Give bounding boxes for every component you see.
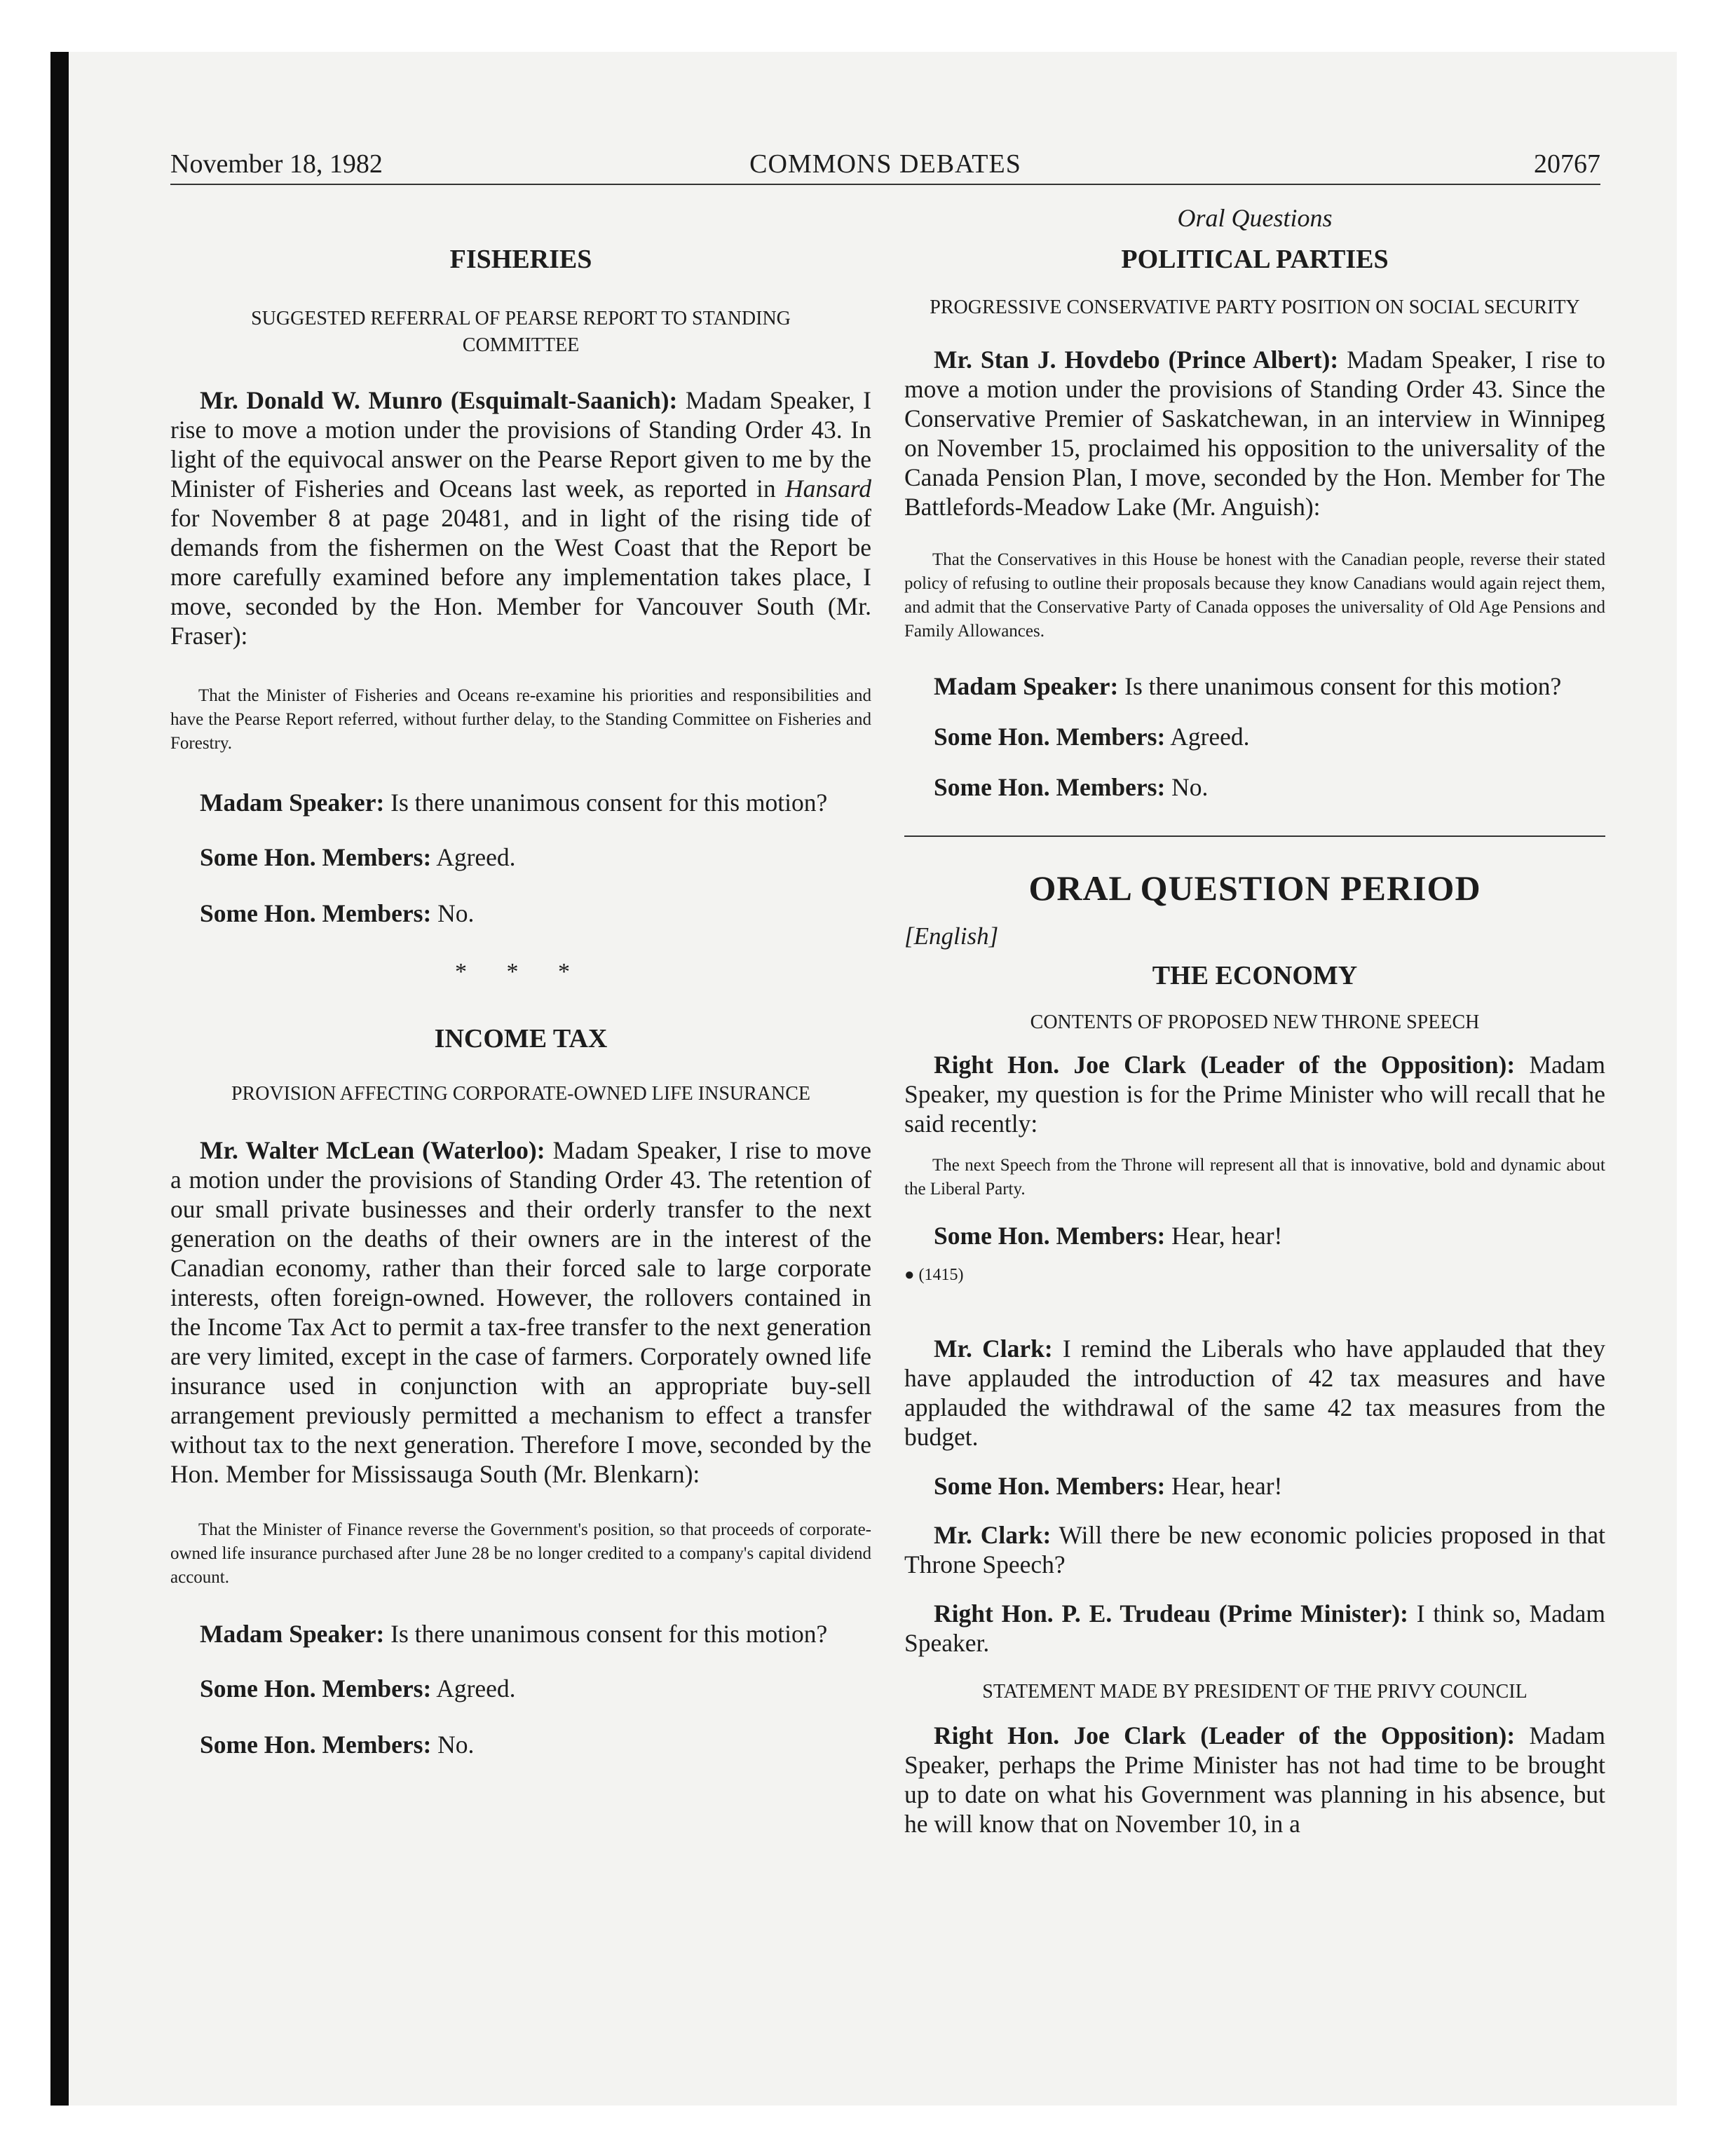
page-header xyxy=(170,149,1600,185)
header-page-number: 20767 xyxy=(1534,149,1600,179)
subject-heading: POLITICAL PARTIES xyxy=(1121,245,1389,274)
speech-paragraph xyxy=(904,1721,1605,1838)
motion-text: That the Minister of Finance reverse the Government's position, so that proceeds of corporate-owned life insurance purchased after June 28 be no longer credited to a company's capital dividend account. xyxy=(170,1520,871,1587)
speaker-name: Some Hon. Members: xyxy=(934,1222,1166,1250)
speaker-name: Some Hon. Members: xyxy=(934,1472,1166,1500)
speech-text: I think so, Madam Speaker. xyxy=(904,1599,1605,1657)
bullet-icon: ● xyxy=(904,1266,915,1284)
right-column xyxy=(904,196,1605,1838)
time-marker-text: (1415) xyxy=(918,1266,964,1284)
speaker-name: Mr. Donald W. Munro (Esquimalt-Saanich): xyxy=(200,386,678,414)
speaker-name: Mr. Walter McLean (Waterloo): xyxy=(200,1136,545,1164)
speech-paragraph xyxy=(904,772,1605,802)
speech-paragraph xyxy=(904,345,1605,521)
speech-paragraph xyxy=(904,1221,1605,1250)
speech-text: Madam Speaker, I rise to move a motion under the provisions of Standing Order 43. Since the Conservative Premier of Saskatchewan, in an interview in Winnipeg on November 15, proclaimed his opposition to the universality of the Canada Pension Plan, I move, seconded by the Hon. Member for The Battlefords-Meadow Lake (Mr. Anguish): xyxy=(904,346,1605,521)
speech-paragraph xyxy=(904,1599,1605,1658)
speaker-name: Some Hon. Members: xyxy=(200,843,432,871)
section-separator: * * * xyxy=(455,959,587,985)
speech-paragraph xyxy=(170,788,871,817)
speech-text: Agreed. xyxy=(431,1674,516,1703)
quote-text: The next Speech from the Throne will represent all that is innovative, bold and dynamic about the Liberal Party. xyxy=(904,1156,1605,1199)
subject-subheading: SUGGESTED REFERRAL OF PEARSE REPORT TO STANDING COMMITTEE xyxy=(251,308,791,356)
speaker-name: Right Hon. P. E. Trudeau (Prime Minister): xyxy=(934,1599,1408,1628)
subject-heading: INCOME TAX xyxy=(434,1024,608,1053)
speech-paragraph xyxy=(170,1674,871,1703)
speech-paragraph xyxy=(904,671,1605,701)
speech-text: Is there unanimous consent for this motion? xyxy=(384,789,828,817)
speaker-name: Madam Speaker: xyxy=(934,672,1119,700)
speaker-name: Some Hon. Members: xyxy=(934,773,1166,801)
subject-subheading: STATEMENT MADE BY PRESIDENT OF THE PRIVY COUNCIL xyxy=(982,1681,1528,1703)
motion-text: That the Minister of Fisheries and Oceans re-examine his priorities and responsibilities and have the Pearse Report referred, without further delay, to the Standing Committee on Fisheries and Forestry. xyxy=(170,686,871,753)
left-column xyxy=(170,196,871,1759)
speaker-name: Some Hon. Members: xyxy=(200,1731,432,1759)
subject-subheading: PROGRESSIVE CONSERVATIVE PARTY POSITION ON SOCIAL SECURITY xyxy=(930,296,1580,318)
subject-subheading: PROVISION AFFECTING CORPORATE-OWNED LIFE INSURANCE xyxy=(231,1083,811,1105)
speaker-name: Some Hon. Members: xyxy=(200,899,432,927)
scan-edge xyxy=(50,52,69,2106)
speech-paragraph xyxy=(904,722,1605,751)
speaker-name: Mr. Clark: xyxy=(934,1521,1052,1549)
subject-heading: FISHERIES xyxy=(449,245,592,274)
speech-paragraph xyxy=(904,1334,1605,1452)
speaker-name: Madam Speaker: xyxy=(200,1620,385,1648)
speech-text: Madam Speaker, I rise to move a motion under the provisions of Standing Order 43. In light of the equivocal answer on the Pearse Report given to me by the Minister of Fisheries and Oceans last week, as reported in xyxy=(170,386,872,503)
speech-text: Is there unanimous consent for this motion? xyxy=(1118,672,1562,700)
speech-paragraph xyxy=(170,899,871,928)
speech-text: Will there be new economic policies proposed in that Throne Speech? xyxy=(904,1521,1605,1578)
speaker-name: Madam Speaker: xyxy=(200,789,385,817)
speech-paragraph xyxy=(170,1730,871,1759)
motion-text: That the Conservatives in this House be honest with the Canadian people, reverse their stated policy of refusing to outline their proposals because they know Canadians would again reject them, and admit that the Conservative Party of Canada opposes the universality of Old Age Pensions and Family Allowances. xyxy=(904,550,1605,641)
speech-paragraph xyxy=(904,1520,1605,1579)
speech-italic: Hansard xyxy=(785,475,871,503)
speaker-name: Right Hon. Joe Clark (Leader of the Opposition): xyxy=(934,1721,1516,1749)
header-title: COMMONS DEBATES xyxy=(749,149,1021,179)
speech-paragraph xyxy=(170,842,871,872)
speaker-name: Right Hon. Joe Clark (Leader of the Opposition): xyxy=(934,1051,1516,1079)
speech-paragraph xyxy=(170,1619,871,1649)
speech-paragraph xyxy=(170,386,871,650)
speech-text: I remind the Liberals who have applauded that they have applauded the introduction of 42 tax measures and have applauded the withdrawal of the same 42 tax measures from the budget. xyxy=(904,1335,1605,1451)
speaker-name: Some Hon. Members: xyxy=(200,1674,432,1703)
speech-paragraph xyxy=(904,1471,1605,1501)
speech-text: Madam Speaker, my question is for the Prime Minister who will recall that he said recently: xyxy=(904,1051,1605,1138)
header-date: November 18, 1982 xyxy=(170,149,383,179)
language-marker: [English] xyxy=(904,922,999,950)
speech-text: No. xyxy=(1165,773,1209,801)
speech-text: Madam Speaker, I rise to move a motion under the provisions of Standing Order 43. The retention of our small private businesses and their orderly transfer to the next generation on the deaths of their owners are in the interest of the Canadian economy, rather than their forced sale to large corporate interests, often foreign-owned. However, the rollovers contained in the Income Tax Act to permit a tax-free transfer to the next generation are very limited, except in the case of farmers. Corporately owned life insurance used in conjunction with an appropriate buy-sell arrangement previously permitted a mechanism to effect a transfer without tax to the next generation. Therefore I move, seconded by the Hon. Member for Mississauga South (Mr. Blenkarn): xyxy=(170,1136,871,1488)
section-title: ORAL QUESTION PERIOD xyxy=(1028,868,1481,908)
speaker-name: Mr. Stan J. Hovdebo (Prince Albert): xyxy=(934,346,1339,374)
category-heading: Oral Questions xyxy=(1177,204,1333,232)
speaker-name: Some Hon. Members: xyxy=(934,723,1166,751)
speaker-name: Mr. Clark: xyxy=(934,1335,1053,1363)
speech-text: No. xyxy=(431,899,475,927)
speech-text: No. xyxy=(431,1731,475,1759)
subject-heading: THE ECONOMY xyxy=(1152,961,1358,990)
speech-text: Madam Speaker, perhaps the Prime Minister has not had time to be brought up to date on what his Government was planning in his absence, but he will know that on November 10, in a xyxy=(904,1721,1605,1838)
speech-text: Agreed. xyxy=(1165,723,1250,751)
speech-text: Is there unanimous consent for this motion? xyxy=(384,1620,828,1648)
time-marker xyxy=(904,1266,1605,1285)
speech-text: Agreed. xyxy=(431,843,516,871)
speech-text: for November 8 at page 20481, and in light of the rising tide of demands from the fishermen on the West Coast that the Report be more carefully examined before any implementation takes place, I move, seconded by the Hon. Member for Vancouver South (Mr. Fraser): xyxy=(170,504,871,650)
speech-text: Hear, hear! xyxy=(1165,1222,1283,1250)
speech-paragraph xyxy=(170,1135,871,1489)
speech-text: Hear, hear! xyxy=(1165,1472,1283,1500)
subject-subheading: CONTENTS OF PROPOSED NEW THRONE SPEECH xyxy=(1030,1011,1480,1033)
speech-paragraph xyxy=(904,1050,1605,1138)
